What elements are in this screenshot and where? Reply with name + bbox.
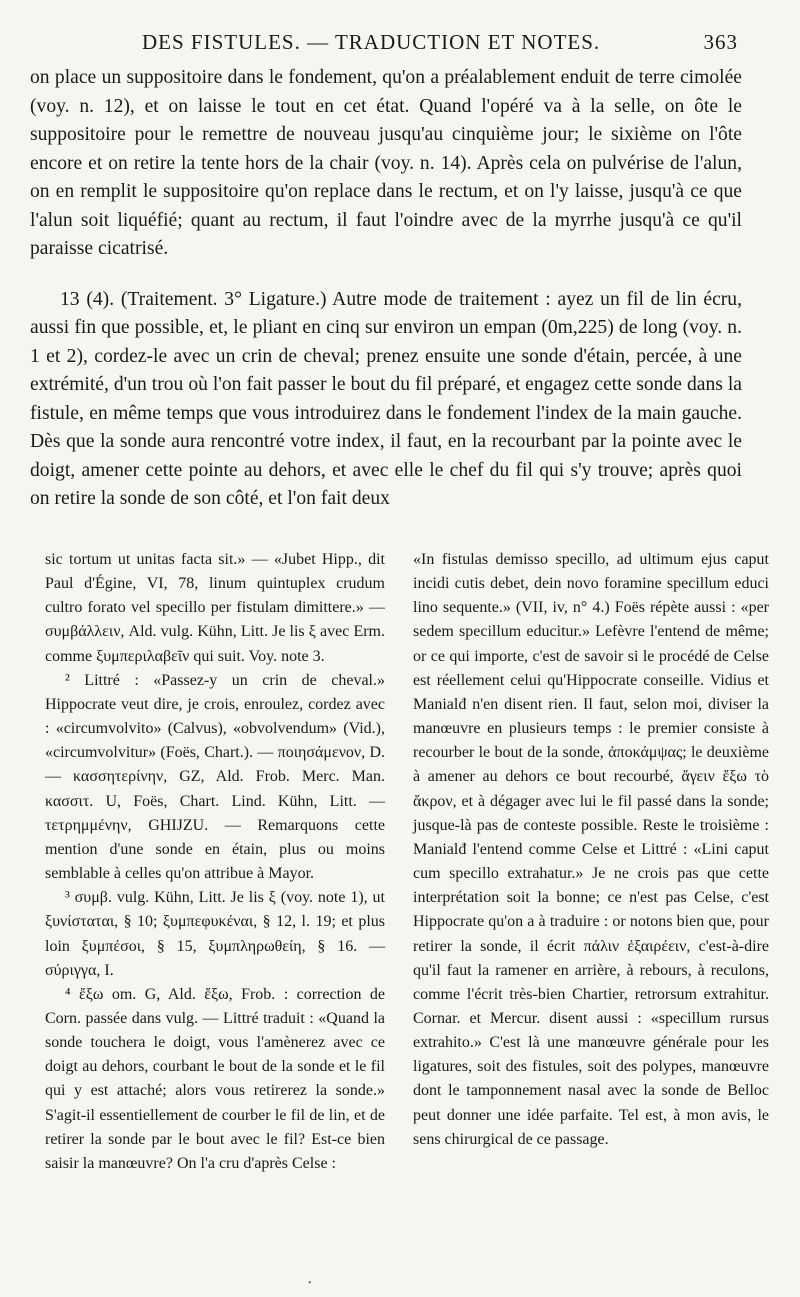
print-speck: • (308, 1278, 312, 1289)
main-text (30, 64, 742, 514)
footnote-4-continued: «In fistulas demisso specillo, ad ultimum ejus caput incidi cutis debet, dein novo foramine specillum educi lino sequente.» (VII, iv, n° 4.) Foës répète aussi : «per sedem specillum educitur.» Lefèvre l'entend de même; or ce qui importe, c'est de savoir si le procédé de Celse est réellement celui qu'Hippocrate conseille. Vidius et Manialđ n'en disent rien. Il faut, selon moi, diviser la manœuvre en plusieurs temps : le premier consiste à recourber le bout de la sonde, ἀποκάμψας; le deuxième à amener au dehors ce bout recourbé, ἄγειν ἔξω τὸ ἄκρον, et à dégager avec lui le fil passé dans la sonde; jusque-là pas de conteste possible. Reste le troisième : Manialđ l'entend comme Celse et Littré : «Lini caput cum specillo extrahatur.» Je ne crois pas que cette interprétation soit la bonne; ce n'est pas Celse, c'est Hippocrate qu'on a à traduire : or notons bien que, pour retirer la sonde, il écrit πάλιν ἐξαιρέειν, c'est-à-dire qu'il faut la ramener en arrière, à rebours, à reculons, comme l'écrit très-bien Chartier, retrorsum extrahitur. Cornar. et Mercur. disent aussi : «specillum rursus extrahito.» C'est là une manœuvre générale pour les ligatures, soit des fistules, soit des polypes, manœuvre dont le tamponnement nasal avec la sonde de Belloc peut donner une idée parfaite. Tel est, à mon avis, le sens chirurgical de ce passage. (413, 551, 769, 1148)
footnotes-left-column (45, 548, 385, 1176)
main-paragraph-1: on place un suppositoire dans le fondement, qu'on a préalablement enduit de terre cimolée (voy. n. 12), et on laisse le tout en cet état. Quand l'opéré va à la selle, on ôte le suppositoire pour le remettre de nouveau jusqu'au cinquième jour; le sixième on l'ôte encore et on retire la tente hors de la chair (voy. n. 14). Après cela on pulvérise de l'alun, on en remplit le suppositoire qu'on replace dans le rectum, et on l'y laisse, jusqu'à ce que l'alun soit liquéfié; quant au rectum, il faut l'oindre avec de la myrrhe jusqu'à ce qu'il paraisse cicatrisé. (30, 67, 742, 259)
running-header (30, 28, 738, 58)
footnote-2: ² Littré : «Passez-y un crin de cheval.» Hippocrate veut dire, je crois, enroulez, cordez avec : «circumvolvito» (Calvus), «obvolvendum» (Vid.), «circumvolvitur» (Foës, Chart.). — ποιησάμενον, D. — κασσητερίνην, GZ, Ald. Frob. Merc. Man. κασσιτ. U, Foës, Chart. Lind. Kühn, Litt. — τετρημμένην, GHIJZU. — Remarquons cette mention d'une sonde en étain, plus ou moins semblable à celles qu'on attribue à Mayor. (45, 671, 385, 883)
footnote-continuation: sic tortum ut unitas facta sit.» — «Jubet Hipp., dit Paul d'Égine, VI, 78, linum quintuplex crudum cultro forato vel specillo per fistulam dimittere.» — συμβάλλειν, Ald. vulg. Kühn, Litt. Je lis ξ avec Erm. comme ξυμπεριλαβεῖν qui suit. Voy. note 3. (45, 551, 385, 665)
footnote-4: ⁴ ἔξω om. G, Ald. ἔξω, Frob. : correction de Corn. passée dans vulg. — Littré traduit : «Quand la sonde touchera le doigt, vous l'amènerez avec ce doigt au dehors, courbant le bout de la sonde et le fil qui y est attaché; alors vous retirerez la sonde.» S'agit-il essentiellement de courber le fil de lin, et de retirer la sonde par le bout avec le fil? Est-ce bien saisir la manœuvre? On l'a cru d'après Celse : (45, 985, 385, 1172)
page-number: 363 (703, 30, 738, 54)
footnotes-right-column (413, 548, 769, 1152)
main-paragraph-2: 13 (4). (Traitement. 3° Ligature.) Autre mode de traitement : ayez un fil de lin écru, aussi fin que possible, et, le pliant en cinq sur environ un empan (0m,225) de long (voy. n. 1 et 2), cordez-le avec un crin de cheval; prenez ensuite une sonde d'étain, percée, à une extrémité, d'un trou où l'on fait passer le bout du fil préparé, et engagez cette sonde dans la fistule, en même temps que vous introduirez dans le fondement l'index de la main gauche. Dès que la sonde aura rencontré votre index, il faut, en la recourbant par la pointe avec le doigt, amener cette pointe au dehors, et avec elle le chef du fil qui s'y trouve; après quoi on retire la sonde de son côté, et l'on fait deux (30, 288, 742, 509)
running-title: DES FISTULES. — TRADUCTION ET NOTES. (142, 30, 601, 54)
footnote-3: ³ συμβ. vulg. Kühn, Litt. Je lis ξ (voy. note 1), ut ξυνίσταται, § 10; ξυμπεφυκέναι, § 12, l. 19; et plus loin ξυμπέσοι, § 15, ξυμπληρωθείη, § 16. — σύριγγα, I. (45, 889, 385, 979)
